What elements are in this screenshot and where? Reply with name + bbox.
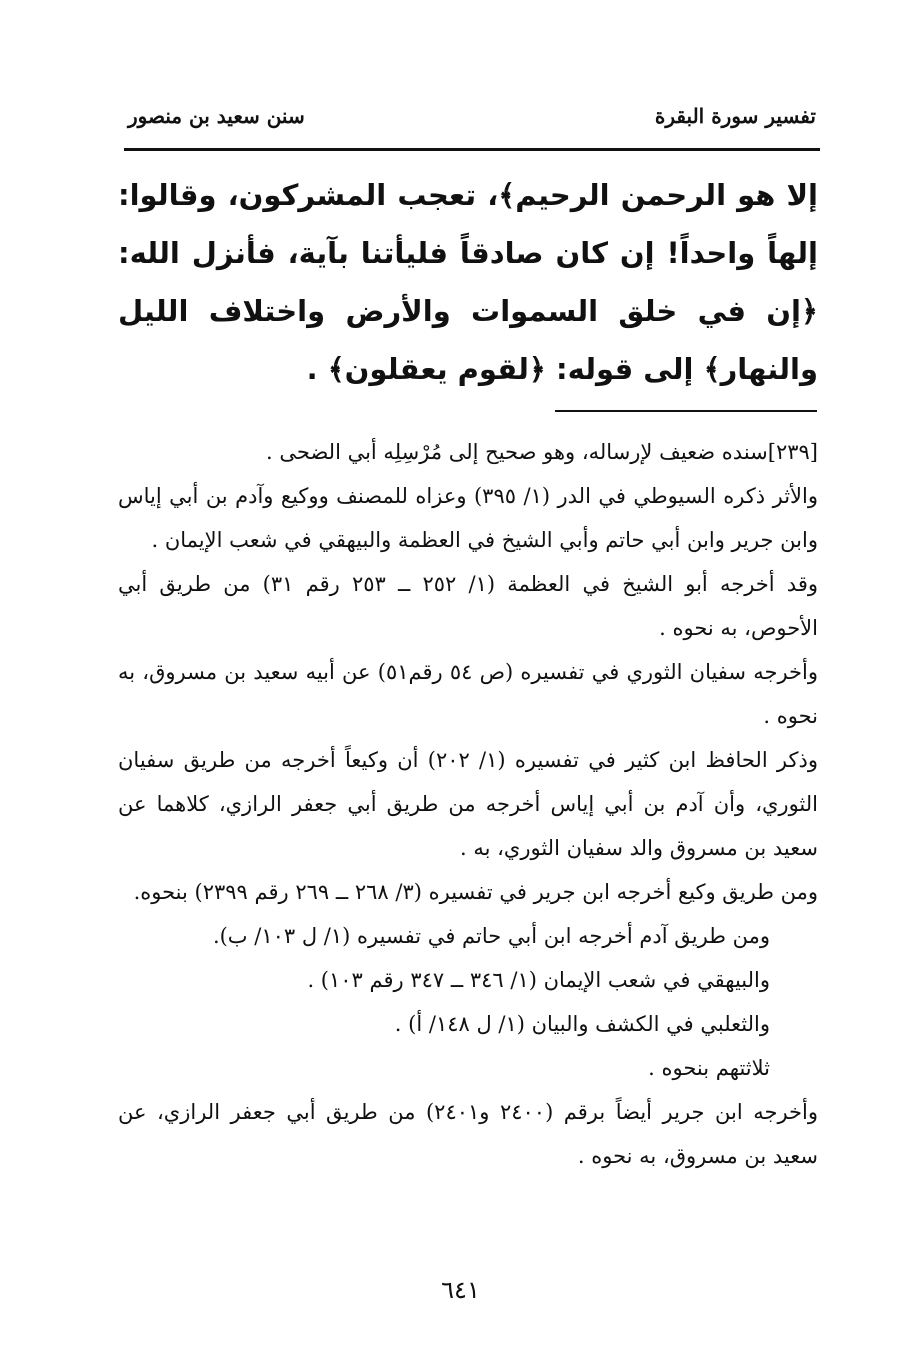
header-surah-title: تفسير سورة البقرة bbox=[654, 104, 816, 128]
footnote-paragraph: وأخرجه ابن جرير أيضاً برقم (٢٤٠٠ و٢٤٠١) من طريق أبي جعفر الرازي، عن سعيد بن مسروق، به نحوه . bbox=[118, 1100, 818, 1168]
footnote-paragraph: والبيهقي في شعب الإيمان (١/ ٣٤٦ ــ ٣٤٧ رقم ١٠٣) . bbox=[307, 968, 770, 992]
footnote-paragraph: والأثر ذكره السيوطي في الدر (١/ ٣٩٥) وعزاه للمصنف ووكيع وآدم بن أبي إياس وابن جرير وابن أبي حاتم وأبي الشيخ في العظمة والبيهقي في شعب الإيمان . bbox=[118, 484, 818, 552]
footnote-paragraph: ثلاثتهم بنحوه . bbox=[648, 1056, 770, 1080]
page-number: ٦٤١ bbox=[441, 1276, 480, 1304]
footnotes bbox=[118, 430, 818, 1178]
footnote-paragraph: والثعلبي في الكشف والبيان (١/ ل ١٤٨/ أ) . bbox=[394, 1012, 770, 1036]
footnote-paragraph: [٢٣٩]سنده ضعيف لإرساله، وهو صحيح إلى مُرْسِلِه أبي الضحى . bbox=[266, 440, 818, 464]
header-book-title: سنن سعيد بن منصور bbox=[128, 104, 305, 128]
footnote-paragraph: ومن طريق آدم أخرجه ابن أبي حاتم في تفسيره (١/ ل ١٠٣/ ب). bbox=[212, 924, 770, 948]
footnote-paragraph: وذكر الحافظ ابن كثير في تفسيره (١/ ٢٠٢) أن وكيعاً أخرجه من طريق سفيان الثوري، وأن آدم بن أبي إياس أخرجه من طريق أبي جعفر الرازي، كلاهما عن سعيد بن مسروق والد سفيان الثوري، به . bbox=[118, 748, 818, 860]
header-rule bbox=[124, 148, 820, 151]
footnote-separator bbox=[555, 410, 817, 412]
footnote-paragraph: ومن طريق وكيع أخرجه ابن جرير في تفسيره (٣/ ٢٦٨ ــ ٢٦٩ رقم ٢٣٩٩) بنحوه. bbox=[133, 880, 818, 904]
main-paragraph: إلا هو الرحمن الرحيم﴾، تعجب المشركون، وقالوا: إلهاً واحداً! إن كان صادقاً فليأتنا بآية، فأنزل الله: ﴿إن في خلق السموات والأرض واختلاف الليل والنهار﴾ إلى قوله: ﴿لقوم يعقلون﴾ . bbox=[118, 178, 818, 386]
main-text bbox=[118, 166, 818, 398]
footnote-paragraph: وأخرجه سفيان الثوري في تفسيره (ص ٥٤ رقم٥١) عن أبيه سعيد بن مسروق، به نحوه . bbox=[118, 660, 818, 728]
running-header bbox=[128, 96, 816, 136]
footnote-paragraph: وقد أخرجه أبو الشيخ في العظمة (١/ ٢٥٢ ــ ٢٥٣ رقم ٣١) من طريق أبي الأحوص، به نحوه . bbox=[118, 572, 818, 640]
